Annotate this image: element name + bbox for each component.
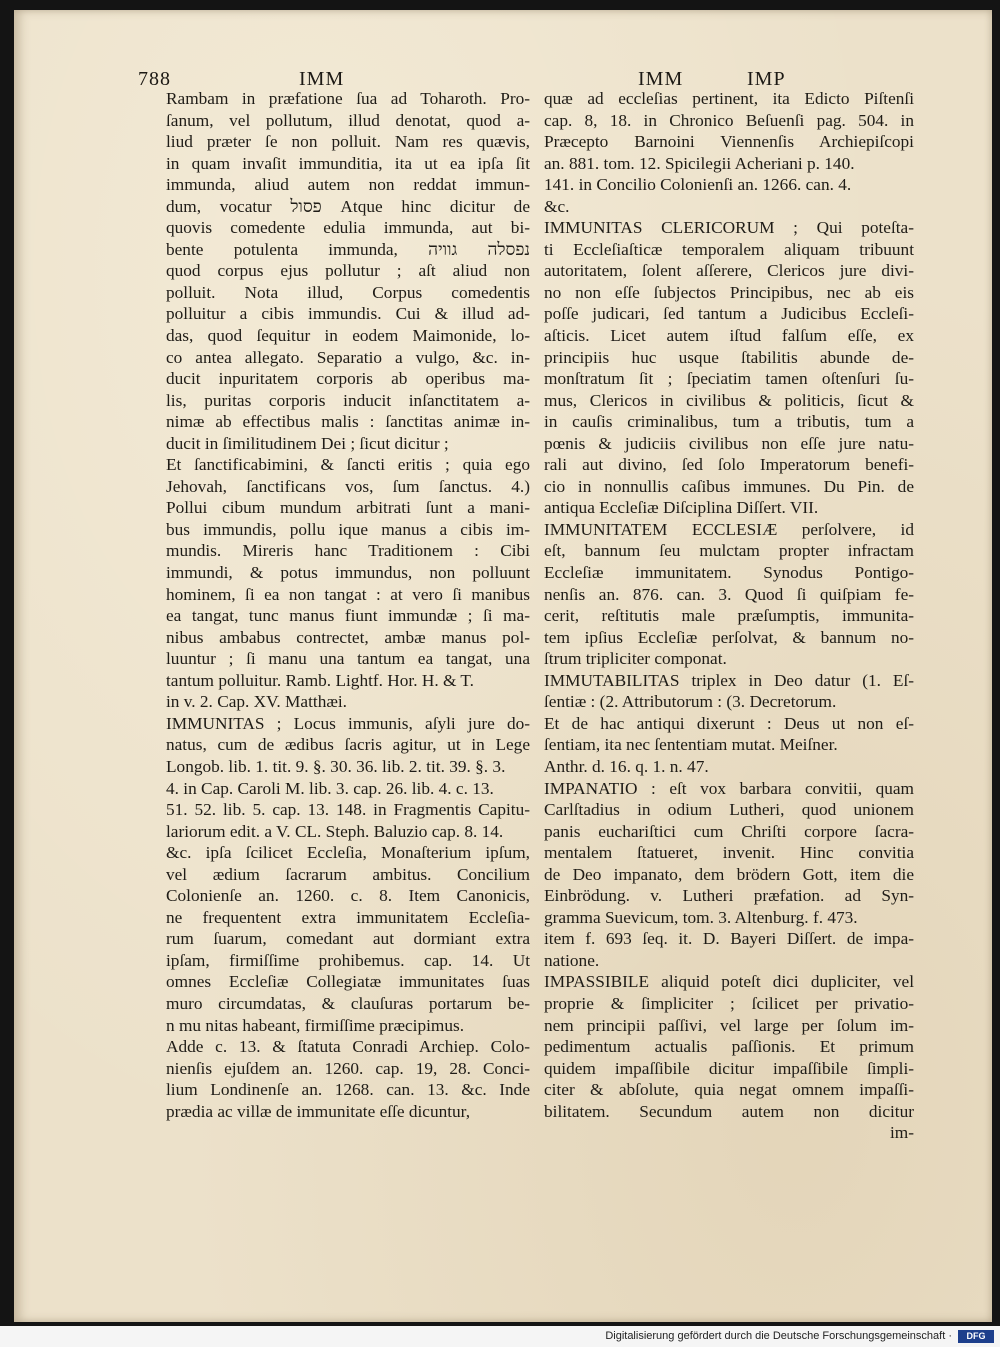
right-catchword-2: IMP: [747, 68, 786, 90]
text-line: IMPASSIBILE aliquid poteſt dici dupliciter, vel: [544, 972, 914, 992]
text-line: an. 881. tom. 12. Spicilegii Acheriani p. 140.: [544, 153, 855, 173]
text-line: eſt, bannum ſeu mulctam propter infractam: [544, 541, 914, 561]
text-line: 51. 52. lib. 5. cap. 13. 148. in Fragmentis Capitu-: [166, 800, 530, 820]
page-number: 788: [138, 68, 171, 90]
text-line: ti Eccleſiaſticæ temporalem aliquam tribuunt: [544, 239, 914, 259]
text-line: mus, Clericos in civilibus & politicis, ſicut &: [544, 390, 914, 410]
footer-credit: Digitalisierung gefördert durch die Deutsche Forschungsgemeinschaft ·: [605, 1330, 952, 1342]
left-catchword: IMM: [299, 68, 345, 90]
text-line: citer & abſolute, quia negat omnem impaſſi-: [544, 1080, 914, 1100]
text-line: no non eſſe ſubjectos Principibus, nec ab eis: [544, 282, 914, 302]
text-line: prædia ac villæ de immunitate eſſe dicuntur,: [166, 1101, 471, 1121]
text-line: Rambam in præfatione ſua ad Toharoth. Pro-: [166, 89, 530, 108]
text-line: IMPANATIO : eſt vox barbara convitii, quam: [544, 778, 914, 798]
text-line: &c.: [544, 196, 570, 216]
text-line: lis, puritas corporis inducit inſanctitatem a-: [166, 390, 530, 410]
text-line: poſſe judicari, ſed tantum a Judicibus Eccleſi-: [544, 304, 914, 324]
text-line: tantum polluitur. Ramb. Lightf. Hor. H. & T.: [166, 670, 475, 690]
text-line: nienſis ejuſdem an. 1260. cap. 19, 28. Conci-: [166, 1058, 530, 1078]
text-line: dum, vocatur פסול Atque hinc dicitur de: [166, 196, 530, 216]
text-line: im-: [890, 1123, 914, 1143]
text-line: nibus ambabus contrectet, ambæ manus pol-: [166, 627, 530, 647]
text-line: tem ipſius Eccleſiæ perſolvat, & bannum no-: [544, 627, 914, 647]
text-line: panis euchariſtici cum Chriſti corpore ſacra-: [544, 821, 914, 841]
book-page: [14, 10, 992, 1322]
text-line: cap. 8, 18. in Chronico Beſuenſi pag. 504. in: [544, 110, 914, 130]
text-line: gramma Suevicum, tom. 3. Altenburg. f. 473.: [544, 907, 858, 927]
text-line: quidem impaſſibile dicitur impaſſibile ſimpli-: [544, 1058, 914, 1078]
text-line: co antea allegato. Separatio a vulgo, &c. in-: [166, 347, 530, 367]
text-line: quovis comedente edulia immunda, aut bi-: [166, 218, 530, 238]
text-line: Colonienſe an. 1260. c. 8. Item Canonicis,: [166, 886, 530, 906]
text-line: principiis huc usque ſtabilitis abunde de-: [544, 347, 914, 367]
text-line: Jehovah, ſanctificans vos, ſum ſanctus. 4.): [166, 476, 530, 496]
text-line: in quam invaſit immunditia, ita ut ea ipſa ſit: [166, 153, 530, 173]
text-line: ipſam, firmiſſime prohibemus. cap. 14. Ut: [166, 950, 530, 970]
text-line: vel ædium ſacrarum ambitus. Concilium: [166, 864, 530, 884]
text-line: IMMUNITATEM ECCLESIÆ perſolvere, id: [544, 519, 914, 539]
text-line: Einbrödung. v. Lutheri præfation. ad Syn-: [544, 886, 914, 906]
text-line: ducit inpuritatem corporis ab operibus ma-: [166, 369, 530, 389]
text-line: luuntur ; ſi manu una tantum ea tangat, una: [166, 649, 530, 669]
text-line: 141. in Concilio Colonienſi an. 1266. can. 4.: [544, 175, 852, 195]
text-line: quæ ad eccleſias pertinent, ita Edicto Piſtenſi: [544, 89, 914, 108]
text-line: in cauſis criminalibus, tum a tributis, tum a: [544, 412, 914, 432]
text-line: liud præter ſe non polluit. Nam res quævis,: [166, 132, 530, 152]
text-line: item f. 693 ſeq. it. D. Bayeri Diſſert. de impa-: [544, 929, 914, 949]
text-line: natione.: [544, 950, 600, 970]
digitization-footer: [0, 1326, 1000, 1347]
text-line: Pollui cibum mundum arbitrati ſunt a mani-: [166, 498, 530, 518]
text-line: quod corpus ejus pollutur ; aſt aliud non: [166, 261, 530, 281]
text-line: autoritatem, ſolent aſſerere, Clericos jure divi-: [544, 261, 914, 281]
text-line: Præcepto Barnoini Viennenſis Archiepiſcopi: [544, 132, 914, 152]
text-line: omnes Eccleſiæ Collegiatæ immunitates ſuas: [166, 972, 530, 992]
text-line: natus, cum de ædibus ſacris agitur, ut in Lege: [166, 735, 530, 755]
text-line: polluit. Nota illud, Corpus comedentis: [166, 282, 530, 302]
text-line: monſtratum ſit ; ſpeciatim tamen oſtenſuri ſu-: [544, 369, 914, 389]
text-line: Eccleſiæ immunitatem. Synodus Pontigo-: [544, 563, 914, 583]
text-line: de Deo impanato, dem brödern Gott, item die: [544, 864, 914, 884]
text-line: Anthr. d. 16. q. 1. n. 47.: [544, 756, 709, 776]
text-line: immunda, aliud autem non reddat immun-: [166, 175, 530, 195]
text-line: immundi, & potus immundus, non polluunt: [166, 563, 530, 583]
text-line: nenſis an. 876. can. 3. Quod ſi quiſpiam fe-: [544, 584, 914, 604]
text-line: pœnis & judiciis civilibus non eſſe jure natu-: [544, 433, 914, 453]
text-line: 4. in Cap. Caroli M. lib. 3. cap. 26. lib. 4. c. 13.: [166, 778, 494, 798]
text-line: mundis. Mireris hanc Traditionem : Cibi: [166, 541, 530, 561]
left-column: [166, 88, 530, 1122]
text-line: mentalem ſtatueret, invenit. Hinc convitia: [544, 843, 914, 863]
text-line: antiqua Eccleſiæ Diſciplina Diſſert. VII.: [544, 498, 819, 518]
text-line: IMMUTABILITAS triplex in Deo datur (1. Eſ-: [544, 670, 914, 690]
text-line: Adde c. 13. & ſtatuta Conradi Archiep. Colo-: [166, 1037, 530, 1057]
text-line: proprie & ſimpliciter ; ſcilicet per privatio-: [544, 993, 914, 1013]
text-line: Longob. lib. 1. tit. 9. §. 30. 36. lib. 2. tit. 39. §. 3.: [166, 756, 506, 776]
text-line: Et de hac antiqui dixerunt : Deus ut non eſ-: [544, 713, 914, 733]
text-line: polluitur a cibis immundis. Cui & illud ad-: [166, 304, 530, 324]
text-line: bus immundis, pollu ique manus a cibis im-: [166, 519, 530, 539]
dfg-logo: DFG: [958, 1330, 994, 1343]
text-line: cio in nonnullis caſibus immunes. Du Pin. de: [544, 476, 914, 496]
text-line: ſanum, vel pollutum, illud denotat, quod a-: [166, 110, 530, 130]
text-line: muro circumdatas, & clauſuras portarum be-: [166, 993, 530, 1013]
text-line: Carlſtadius in odium Lutheri, quod unionem: [544, 800, 914, 820]
text-line: ſentiam, ita nec ſententiam mutat. Meiſner.: [544, 735, 838, 755]
text-line: lium Londinenſe an. 1268. can. 13. &c. Inde: [166, 1080, 530, 1100]
text-line: ſtrum tripliciter componat.: [544, 649, 727, 669]
text-line: das, quod ſequitur in eodem Maimonide, lo-: [166, 326, 530, 346]
text-line: ne frequentent extra immunitatem Eccleſia-: [166, 907, 530, 927]
text-line: IMMUNITAS ; Locus immunis, aſyli jure do-: [166, 713, 530, 733]
text-line: nimæ ab effectibus malis : ſanctitas animæ in-: [166, 412, 530, 432]
text-line: rum ſuarum, comedant aut dormiant extra: [166, 929, 530, 949]
text-line: &c. ipſa ſcilicet Eccleſia, Monaſterium ipſum,: [166, 843, 530, 863]
text-line: ea tangat, tunc manus fiunt immundæ ; ſi ma-: [166, 606, 530, 626]
text-line: Et ſanctificabimini, & ſancti eritis ; quia ego: [166, 455, 530, 475]
text-line: cerit, reſtitutis male præſumptis, immunita-: [544, 606, 914, 626]
text-line: ducit in ſimilitudinem Dei ; ſicut dicitur ;: [166, 433, 449, 453]
text-line: bente potulenta immunda, נפסלה גוויה: [166, 239, 530, 259]
right-column: [544, 88, 914, 1144]
text-line: n mu nitas habeant, firmiſſime præcipimus.: [166, 1015, 465, 1035]
text-line: hominem, ſi ea non tangat : at vero ſi manibus: [166, 584, 530, 604]
text-line: aſticis. Licet autem iſtud falſum eſſe, ex: [544, 326, 914, 346]
text-line: IMMUNITAS CLERICORUM ; Qui poteſta-: [544, 218, 914, 238]
text-line: bilitatem. Secundum autem non dicitur: [544, 1101, 914, 1121]
text-line: lariorum edit. a V. CL. Steph. Baluzio cap. 8. 14.: [166, 821, 504, 841]
text-line: rali aut divino, ſed ſolo Imperatorum benefi-: [544, 455, 914, 475]
text-line: nem principii paſſivi, vel large per ſolum im-: [544, 1015, 914, 1035]
text-line: in v. 2. Cap. XV. Matthæi.: [166, 692, 347, 712]
right-catchword-1: IMM: [638, 68, 684, 90]
text-line: pedimentum actualis paſſionis. Et primum: [544, 1037, 914, 1057]
text-line: ſentiæ : (2. Attributorum : (3. Decretorum.: [544, 692, 837, 712]
